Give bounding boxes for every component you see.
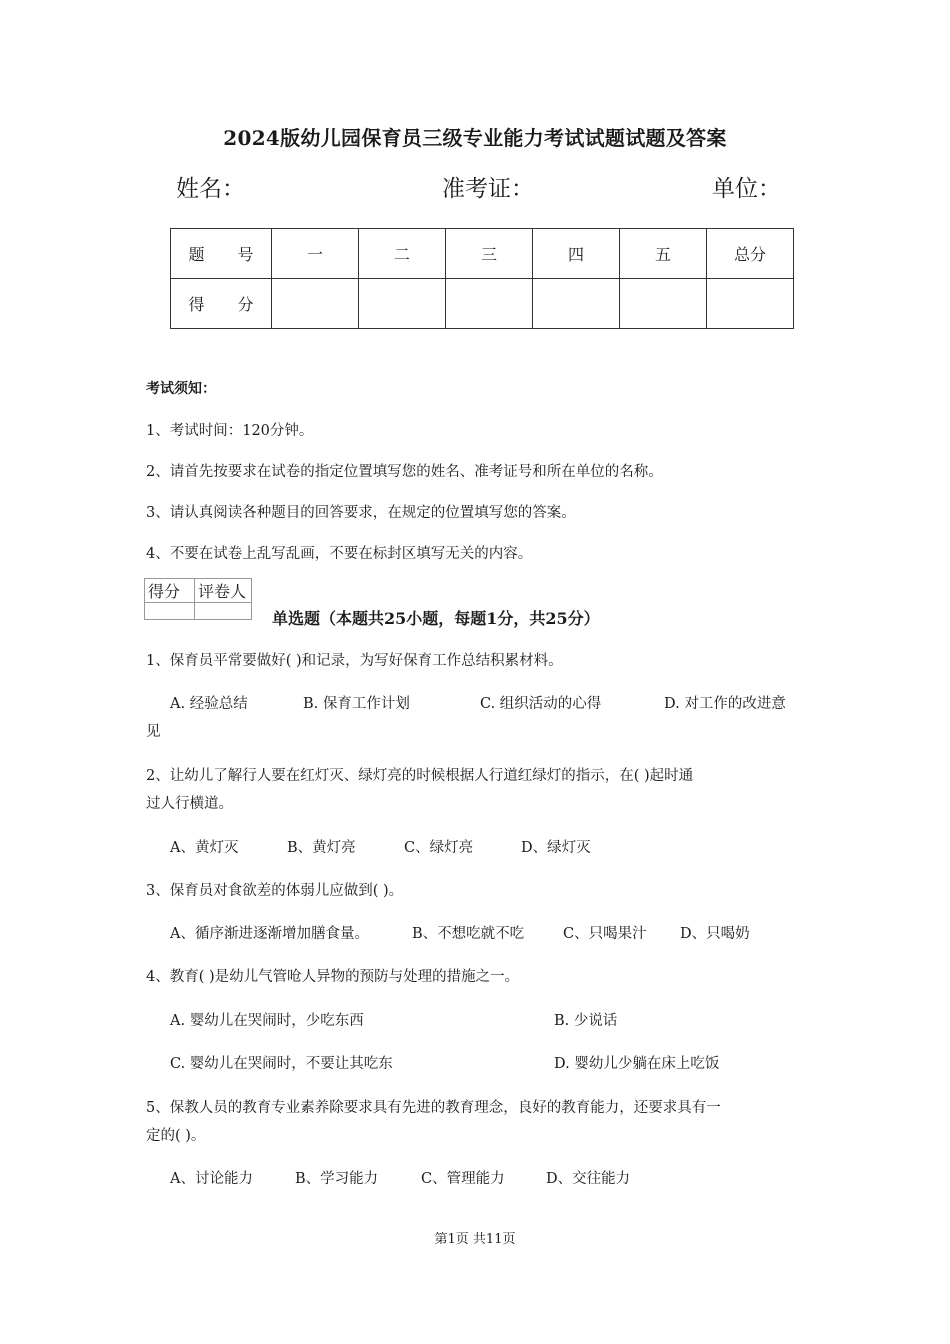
notes-title: 考试须知： [146,381,216,397]
grader-box [144,578,252,620]
score-table-header-cell: 五 [620,229,707,279]
score-table-header-cell: 总分 [707,229,794,279]
grader-score-cell[interactable] [145,603,195,620]
option: B、不想吃就不吃 [412,926,525,942]
score-table-header-cell: 题 号 [171,229,272,279]
page-title: 2024版幼儿园保育员三级专业能力考试试题试题及答案 [223,126,727,150]
question-stem: 3、保育员对食欲差的体弱儿应做到( )。 [146,883,404,899]
option: C. 婴幼儿在哭闹时，不要让其吃东 [170,1056,393,1072]
score-cell[interactable] [272,279,359,329]
option: B、黄灯亮 [287,840,356,856]
question-stem: 2、让幼儿了解行人要在红灯灭、绿灯亮的时候根据人行道红绿灯的指示，在( )起时通 [146,768,694,784]
option: C、只喝果汁 [563,926,647,942]
question-stem: 5、保教人员的教育专业素养除要求具有先进的教育理念，良好的教育能力，还要求具有一 [146,1100,721,1116]
score-cell[interactable] [359,279,446,329]
score-table-header-cell: 三 [446,229,533,279]
option: D. 对工作的改进意 [664,696,786,712]
option: A. 婴幼儿在哭闹时，少吃东西 [170,1013,364,1029]
name-field-label: 姓名： [176,176,245,202]
section-title: 单选题（本题共25小题，每题1分，共25分） [272,609,600,628]
grader-reviewer-label: 评卷人 [195,579,252,603]
score-row-label: 得 分 [171,279,272,329]
option: B、学习能力 [295,1171,379,1187]
option-wrap: 见 [146,724,161,740]
score-cell[interactable] [707,279,794,329]
score-table-header-cell: 一 [272,229,359,279]
score-table [170,228,794,329]
option: C、管理能力 [421,1171,505,1187]
score-cell[interactable] [620,279,707,329]
option: D、绿灯灭 [521,840,591,856]
score-table-header-cell: 四 [533,229,620,279]
notes-item: 2、请首先按要求在试卷的指定位置填写您的姓名、准考证号和所在单位的名称。 [146,464,663,480]
option: A. 经验总结 [170,696,248,712]
option: B. 保育工作计划 [303,696,410,712]
score-cell[interactable] [533,279,620,329]
notes-item: 1、考试时间：120分钟。 [146,423,314,439]
grader-reviewer-cell[interactable] [195,603,252,620]
option: A、循序渐进逐渐增加膳食量。 [170,926,369,942]
option: A、讨论能力 [170,1171,253,1187]
option: A、黄灯灭 [170,840,239,856]
notes-item: 3、请认真阅读各种题目的回答要求，在规定的位置填写您的答案。 [146,505,576,521]
score-cell[interactable] [446,279,533,329]
option: D. 婴幼儿少躺在床上吃饭 [554,1056,720,1072]
option: D、只喝奶 [680,926,750,942]
page-footer: 第1页 共11页 [434,1232,516,1247]
option: D、交往能力 [546,1171,631,1187]
grader-score-label: 得分 [145,579,195,603]
question-stem: 1、保育员平常要做好( )和记录，为写好保育工作总结积累材料。 [146,653,563,669]
exam-number-field-label: 准考证： [442,176,534,202]
score-table-header-row [171,229,794,279]
option: C. 组织活动的心得 [480,696,602,712]
question-stem-continued: 过人行横道。 [146,796,233,812]
option: C、绿灯亮 [404,840,474,856]
question-stem: 4、教育( )是幼儿气管呛人异物的预防与处理的措施之一。 [146,969,520,985]
notes-item: 4、不要在试卷上乱写乱画，不要在标封区填写无关的内容。 [146,546,533,562]
option: B. 少说话 [554,1013,618,1029]
score-table-header-cell: 二 [359,229,446,279]
score-table-score-row [171,279,794,329]
question-stem-continued: 定的( )。 [146,1128,206,1144]
unit-field-label: 单位： [712,176,781,202]
